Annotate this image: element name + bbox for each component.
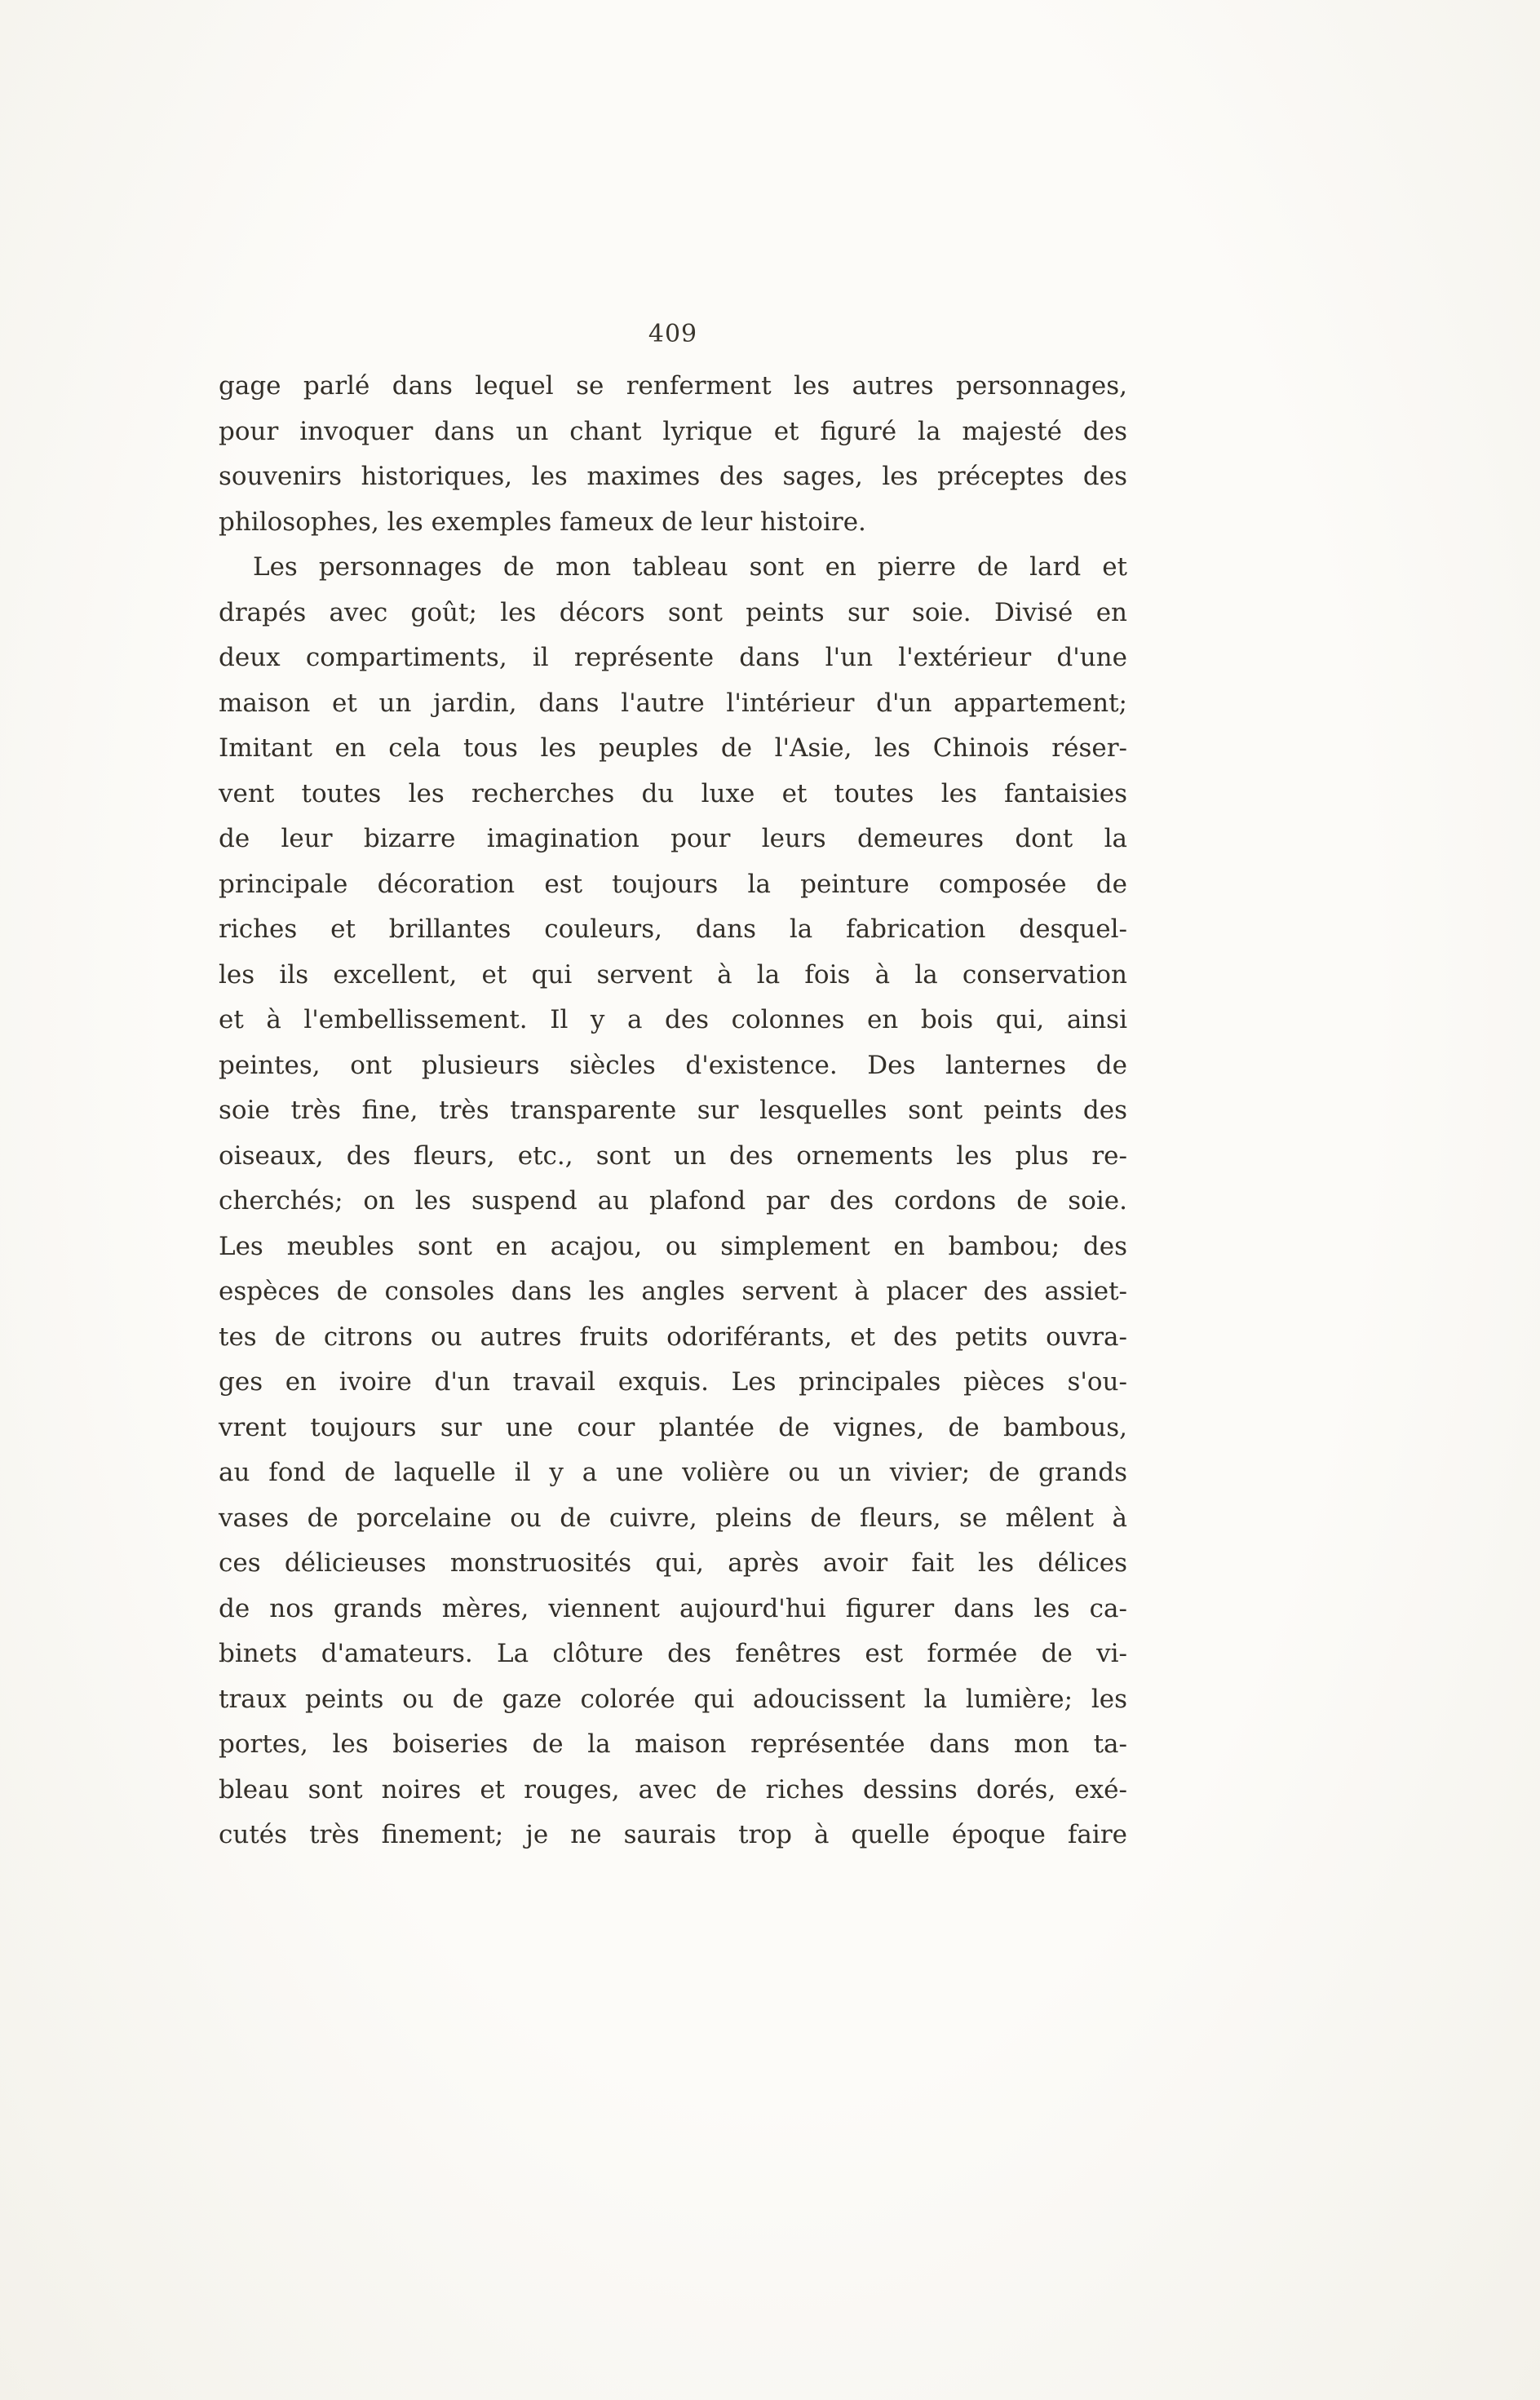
text-line: philosophes, les exemples fameux de leur histoire. <box>219 507 866 537</box>
text-line: binets d'amateurs. La clôture des fenêtres est formée de vi- <box>219 1639 1127 1668</box>
text-line: tes de citrons ou autres fruits odoriférants, et des petits ouvra- <box>219 1322 1127 1352</box>
paragraph <box>219 364 1127 545</box>
page-number: 409 <box>648 320 698 348</box>
text-line: au fond de laquelle il y a une volière ou un vivier; de grands <box>219 1458 1127 1487</box>
text-line: portes, les boiseries de la maison représentée dans mon ta- <box>219 1729 1127 1759</box>
text-line: maison et un jardin, dans l'autre l'intérieur d'un appartement; <box>219 688 1127 718</box>
text-line: de nos grands mères, viennent aujourd'hui figurer dans les ca- <box>219 1593 1127 1623</box>
text-line: drapés avec goût; les décors sont peints sur soie. Divisé en <box>219 597 1127 627</box>
text-line: Imitant en cela tous les peuples de l'Asie, les Chinois réser- <box>219 733 1127 763</box>
text-line: oiseaux, des fleurs, etc., sont un des ornements les plus re- <box>219 1140 1127 1171</box>
text-line: les ils excellent, et qui servent à la fois à la conservation <box>219 959 1127 990</box>
text-line: de leur bizarre imagination pour leurs demeures dont la <box>219 824 1127 853</box>
text-line: ces délicieuses monstruosités qui, après avoir fait les délices <box>219 1548 1127 1578</box>
text-line: Les meubles sont en acajou, ou simplement en bambou; des <box>219 1231 1127 1261</box>
text-line: bleau sont noires et rouges, avec de riches dessins dorés, exé- <box>219 1774 1127 1804</box>
text-line: espèces de consoles dans les angles servent à placer des assiet- <box>219 1277 1127 1306</box>
text-line: cherchés; on les suspend au plafond par des cordons de soie. <box>219 1186 1127 1215</box>
text-line: souvenirs historiques, les maximes des sages, les préceptes des <box>219 462 1127 491</box>
paragraph <box>219 545 1127 1858</box>
text-line: cutés très finement; je ne saurais trop à quelle époque faire <box>219 1820 1127 1849</box>
text-line: vases de porcelaine ou de cuivre, pleins de fleurs, se mêlent à <box>219 1503 1127 1533</box>
text-line: Les personnages de mon tableau sont en pierre de lard et <box>253 552 1127 582</box>
text-line: traux peints ou de gaze colorée qui adoucissent la lumière; les <box>219 1684 1127 1714</box>
text-line: riches et brillantes couleurs, dans la fabrication desquel- <box>219 914 1127 944</box>
text-line: vrent toujours sur une cour plantée de vignes, de bambous, <box>219 1412 1127 1442</box>
text-line: et à l'embellissement. Il y a des colonnes en bois qui, ainsi <box>219 1005 1127 1034</box>
text-line: gage parlé dans lequel se renferment les autres personnages, <box>219 371 1127 401</box>
text-line: soie très fine, très transparente sur lesquelles sont peints des <box>219 1096 1127 1125</box>
text-line: principale décoration est toujours la peinture composée de <box>219 869 1127 899</box>
text-line: deux compartiments, il représente dans l'un l'extérieur d'une <box>219 643 1127 672</box>
text-line: ges en ivoire d'un travail exquis. Les principales pièces s'ou- <box>219 1367 1127 1397</box>
text-block <box>219 364 1127 1858</box>
text-line: peintes, ont plusieurs siècles d'existence. Des lanternes de <box>219 1050 1127 1080</box>
text-line: vent toutes les recherches du luxe et toutes les fantaisies <box>219 778 1127 808</box>
text-line: pour invoquer dans un chant lyrique et figuré la majesté des <box>219 416 1127 446</box>
